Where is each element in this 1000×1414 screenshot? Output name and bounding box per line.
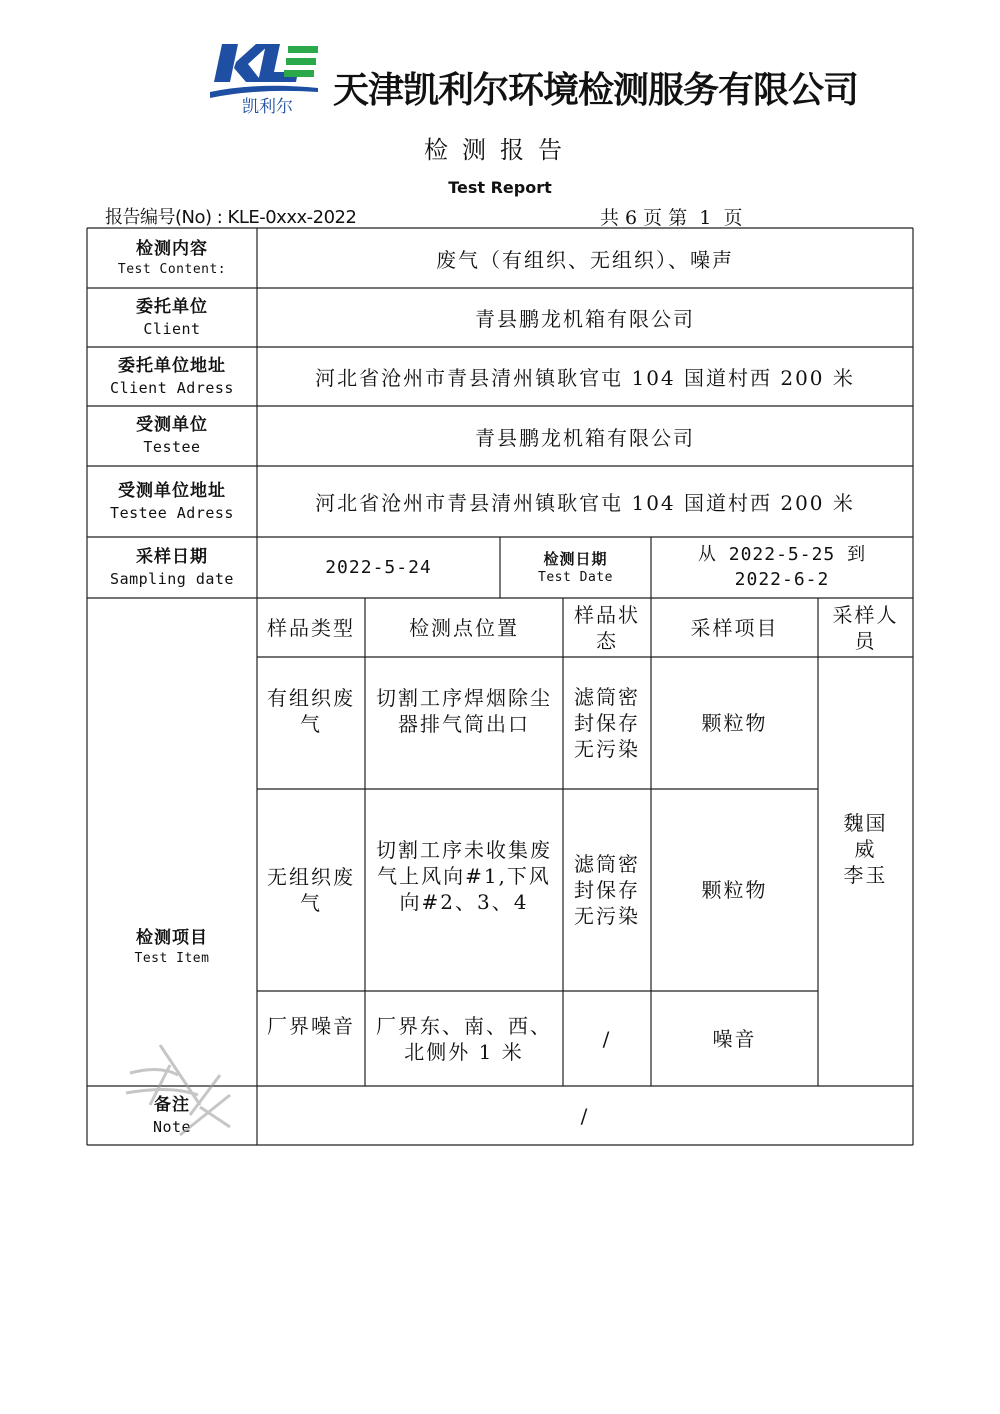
item-state: 滤筒密封保存无污染 (574, 852, 640, 928)
label-test-item: 检测项目 Test Item (134, 927, 210, 966)
label-client-address: 委托单位地址 Client Adress (110, 355, 234, 397)
report-title-en: Test Report (448, 178, 552, 197)
label-client: 委托单位 Client (136, 296, 208, 338)
label-testee: 受测单位 Testee (136, 415, 208, 457)
value-test-content: 废气（有组织、无组织）、噪声 (436, 247, 734, 272)
header-sample-type: 样品类型 (267, 615, 355, 640)
header-sampling-item: 采样项目 (690, 615, 779, 640)
value-test-date: 从 2022-5-25 到 2022-6-2 (697, 544, 867, 590)
header-sample-state: 样品状态 (574, 602, 640, 653)
company-name: 天津凯利尔环境检测服务有限公司 (333, 70, 859, 111)
report-number: 报告编号(No) : KLE-0xxx-2022 (105, 207, 357, 228)
label-test-content: 检测内容 Test Content: (117, 238, 227, 277)
item-location: 切割工序未收集废气上风向#1,下风向#2、3、4 (376, 838, 552, 914)
item-type: 厂界噪音 (267, 1014, 355, 1038)
report-title: 检测报告 (424, 136, 576, 164)
value-note: / (580, 1103, 590, 1128)
item-sampling-item: 颗粒物 (701, 878, 768, 902)
svg-text:凯利尔: 凯利尔 (242, 97, 293, 117)
value-sampling-date: 2022-5-24 (325, 557, 432, 578)
samplers: 魏国 威 李玉 (843, 811, 888, 887)
value-client-address: 河北省沧州市青县清州镇耿官屯 104 国道村西 200 米 (315, 366, 855, 390)
signature-mark (120, 1035, 250, 1145)
value-testee: 青县鹏龙机箱有限公司 (475, 425, 695, 450)
header-location: 检测点位置 (409, 615, 519, 640)
label-testee-address: 受测单位地址 Testee Adress (110, 480, 234, 522)
item-state: / (602, 1026, 612, 1051)
item-location: 切割工序焊烟除尘器排气筒出口 (376, 686, 552, 736)
label-test-date: 检测日期 Test Date (538, 549, 613, 585)
label-note: 备注 Note (152, 1094, 192, 1136)
value-testee-address: 河北省沧州市青县清州镇耿官屯 104 国道村西 200 米 (315, 491, 855, 515)
page-counter: 共 6 页 第 1 页 (600, 207, 743, 229)
label-sampling-date: 采样日期 Sampling date (110, 546, 234, 588)
item-sampling-item: 颗粒物 (701, 711, 768, 735)
item-state: 滤筒密封保存无污染 (574, 685, 640, 761)
header-samplers: 采样人员 (832, 602, 899, 653)
item-location: 厂界东、南、西、北侧外 1 米 (376, 1014, 552, 1064)
value-client: 青县鹏龙机箱有限公司 (475, 307, 695, 331)
item-sampling-item: 噪音 (712, 1026, 757, 1051)
item-type: 有组织废气 (267, 686, 355, 736)
item-type: 无组织废气 (267, 865, 355, 915)
